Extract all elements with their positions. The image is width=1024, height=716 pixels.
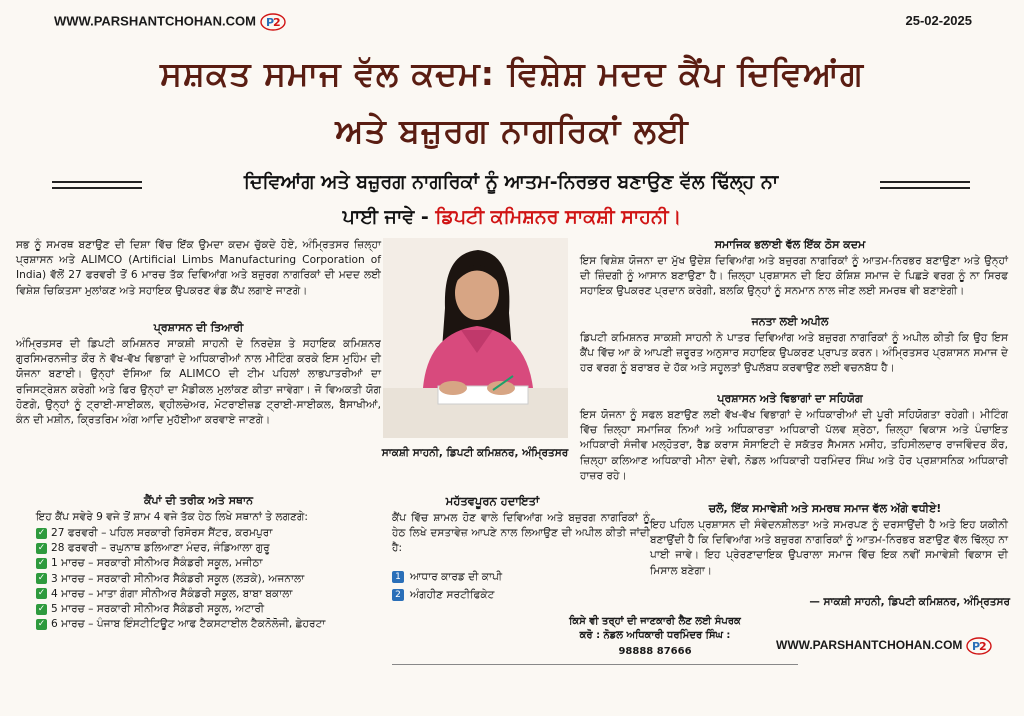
camp-timing-text: ਇਹ ਕੈਂਪ ਸਵੇਰੇ 9 ਵਜੇ ਤੋਂ ਸ਼ਾਮ 4 ਵਜੇ ਤੱਕ ਹੇਠ ਲਿਖੇ ਸਥਾਨਾਂ ਤੇ ਲਗਣਗੇ: xyxy=(36,511,308,523)
list-item xyxy=(392,570,650,585)
subtitle-text: ਪਾਈ ਜਾਵੇ - xyxy=(342,206,436,228)
checkmark-icon: ✓ xyxy=(37,542,46,553)
list-item xyxy=(36,587,396,602)
camp-entry: 28 ਫਰਵਰੀ – ਰਘੁਨਾਥ ਡਲਿਆਣਾ ਮੰਦਰ, ਜੰਡਿਆਲਾ ਗੁਰੂ xyxy=(51,542,270,555)
checkmark-icon: ✓ xyxy=(37,527,46,538)
signature-line: — ਸਾਕਸ਼ੀ ਸਾਹਨੀ, ਡਿਪਟੀ ਕਮਿਸ਼ਨਰ, ਅੰਮ੍ਰਿਤਸਰ xyxy=(809,596,1010,608)
camp-entry: 5 ਮਾਰਚ – ਸਰਕਾਰੀ ਸੀਨੀਅਰ ਸੈਕੰਡਰੀ ਸਕੂਲ, ਅਟਾਰੀ xyxy=(51,603,265,616)
svg-text:2: 2 xyxy=(978,640,987,653)
number-badge-icon: 1 xyxy=(392,571,404,583)
camp-entry: 1 ਮਾਰਚ – ਸਰਕਾਰੀ ਸੀਨੀਅਰ ਸੈਕੰਡਰੀ ਸਕੂਲ, ਮਜੀਠਾ xyxy=(51,557,263,570)
headline-line-1: ਸਸ਼ਕਤ ਸਮਾਜ ਵੱਲ ਕਦਮ: ਵਿਸ਼ੇਸ਼ ਮਦਦ ਕੈਂਪ ਦਿਵਿਆਂਗ xyxy=(159,54,865,93)
documents-list xyxy=(392,570,650,603)
subtitle-line-2 xyxy=(0,206,1024,228)
section-heading-cooperation: ਪ੍ਰਸ਼ਾਸਨ ਅਤੇ ਵਿਭਾਗਾਂ ਦਾ ਸਹਿਯੋਗ xyxy=(717,392,863,405)
social-welfare-paragraph: ਇਸ ਵਿਸ਼ੇਸ਼ ਯੋਜਨਾ ਦਾ ਮੁੱਖ ਉਦੇਸ਼ ਦਿਵਿਆਂਗ ਅਤੇ ਬਜ਼ੁਰਗ ਨਾਗਰਿਕਾਂ ਨੂੰ ਆਤਮ-ਨਿਰਭਰ ਬਣਾਉਣਾ ਅਤੇ ਉਨ੍ਹਾਂ ਦੀ ਜ਼ਿੰਦਗੀ ਨੂੰ ਆਸਾਨ ਬਣਾਉਣਾ ਹੈ। ਜ਼ਿਲ੍ਹਾ ਪ੍ਰਸ਼ਾਸਨ ਦੀ ਇਹ ਕੋਸ਼ਿਸ਼ ਸਮਾਜ ਦੇ ਪਿਛੜੇ ਵਰਗ ਨੂੰ ਨਾ ਸਿਰਫ ਸਹਾਇਕ ਉਪਕਰਣ ਪ੍ਰਦਾਨ ਕਰੇਗੀ, ਬਲਕਿ ਉਨ੍ਹਾਂ ਨੂੰ ਸਨਮਾਨ ਨਾਲ ਜੀਣ ਲਈ ਸਮਰਥ ਵੀ ਬਣਾਏਗੀ। xyxy=(580,255,1008,298)
site-logo-icon xyxy=(260,12,286,32)
svg-text:P: P xyxy=(265,16,274,29)
subtitle-rule-right-2 xyxy=(880,187,970,189)
subtitle-rule-left xyxy=(52,181,142,183)
section-heading-social-welfare: ਸਮਾਜਿਕ ਭਲਾਈ ਵੱਲ ਇੱਕ ਠੋਸ ਕਦਮ xyxy=(714,238,866,251)
contact-phone[interactable]: 98888 87666 xyxy=(618,646,692,657)
intro-paragraph: ਸਭ ਨੂੰ ਸਮਰਥ ਬਣਾਉਣ ਦੀ ਦਿਸ਼ਾ ਵਿੱਚ ਇੱਕ ਉਮਦਾ ਕਦਮ ਚੁੱਕਦੇ ਹੋਏ, ਅੰਮ੍ਰਿਤਸਰ ਜ਼ਿਲ੍ਹਾ ਪ੍ਰਸ਼ਾਸਨ ਅਤੇ ALIMCO (Artificial Limbs Manufacturing Corporation of India) ਵੱਲੋਂ 27 ਫਰਵਰੀ ਤੋਂ 6 ਮਾਰਚ ਤੱਕ ਦਿਵਿਆਂਗ ਅਤੇ ਬਜ਼ੁਰਗ ਨਾਗਰਿਕਾਂ ਦੀ ਮਦਦ ਲਈ ਵਿਸ਼ੇਸ਼ ਚਿਕਿਤਸਾ ਮੁਲਾਂਕਣ ਅਤੇ ਸਹਾਇਕ ਉਪਕਰਣ ਵੰਡ ਕੈਂਪ ਲਗਾਏ ਜਾਣਗੇ। xyxy=(16,239,381,297)
list-item xyxy=(36,602,396,617)
svg-text:P: P xyxy=(971,640,980,653)
checkmark-icon: ✓ xyxy=(37,573,46,584)
contact-block xyxy=(540,615,770,659)
camp-entry: 27 ਫਰਵਰੀ – ਪਹਿਲ ਸਰਕਾਰੀ ਰਿਸੋਰਸ ਸੈਂਟਰ, ਕਰਮਪੁਰਾ xyxy=(51,527,273,539)
subtitle-line-1: ਦਿਵਿਆਂਗ ਅਤੇ ਬਜ਼ੁਰਗ ਨਾਗਰਿਕਾਂ ਨੂੰ ਆਤਮ-ਨਿਰਭਰ ਬਣਾਉਣ ਵੱਲ ਢਿੱਲ੍ਹ ਨਾ xyxy=(243,171,779,193)
instructions-paragraph: ਕੈਂਪ ਵਿੱਚ ਸ਼ਾਮਲ ਹੋਣ ਵਾਲੇ ਦਿਵਿਆਂਗ ਅਤੇ ਬਜ਼ੁਰਗ ਨਾਗਰਿਕਾਂ ਨੂੰ ਹੇਠ ਲਿਖੇ ਦਸਤਾਵੇਜ਼ ਆਪਣੇ ਨਾਲ ਲਿਆਉਣ ਦੀ ਅਪੀਲ ਕੀਤੀ ਜਾਂਦੀ ਹੈ: xyxy=(392,512,650,555)
camp-entry: 4 ਮਾਰਚ – ਮਾਤਾ ਗੰਗਾ ਸੀਨੀਅਰ ਸੈਕੰਡਰੀ ਸਕੂਲ, ਬਾਬਾ ਬਕਾਲਾ xyxy=(51,587,293,600)
portrait-illustration-icon xyxy=(383,238,568,438)
contact-line-2: ਕਰੋ : ਨੋਡਲ ਅਧਿਕਾਰੀ ਧਰਮਿੰਦਰ ਸਿੰਘ : xyxy=(579,630,731,641)
checkmark-icon: ✓ xyxy=(37,618,46,629)
subtitle-attribution: ਡਿਪਟੀ ਕਮਿਸ਼ਨਰ ਸਾਕਸ਼ੀ ਸਾਹਨੀ। xyxy=(435,206,682,228)
cooperation-paragraph: ਇਸ ਯੋਜਨਾ ਨੂੰ ਸਫਲ ਬਣਾਉਣ ਲਈ ਵੱਖ-ਵੱਖ ਵਿਭਾਗਾਂ ਦੇ ਅਧਿਕਾਰੀਆਂ ਦੀ ਪੂਰੀ ਸਹਿਯੋਗਤਾ ਰਹੇਗੀ। ਮੀਟਿੰਗ ਵਿੱਚ ਜ਼ਿਲ੍ਹਾ ਸਮਾਜਿਕ ਨਿਆਂ ਅਤੇ ਅਧਿਕਾਰਤਾ ਅਧਿਕਾਰੀ ਪੱਲਵ ਸ਼੍ਰੇਠਾ, ਜ਼ਿਲ੍ਹਾ ਵਿਕਾਸ ਅਤੇ ਪੰਚਾਇਤ ਅਧਿਕਾਰੀ ਸੰਜੀਵ ਮਲ੍ਹੋਤਰਾ, ਰੈਡ ਕਰਾਸ ਸੋਸਾਇਟੀ ਦੇ ਸਕੱਤਰ ਸੈਮਸਨ ਮਸੀਹ, ਤਹਿਸੀਲਦਾਰ ਰਾਜਵਿੰਦਰ ਕੌਰ, ਜ਼ਿਲ੍ਹਾ ਕਲਿਆਣ ਅਧਿਕਾਰੀ ਮੀਨਾ ਦੇਵੀ, ਨੋਡਲ ਅਧਿਕਾਰੀ ਧਰਮਿੰਦਰ ਸਿੰਘ ਅਤੇ ਹੋਰ ਪ੍ਰਸ਼ਾਸਨਿਕ ਅਧਿਕਾਰੀ ਹਾਜ਼ਰ ਰਹੇ। xyxy=(580,409,1008,482)
site-url-text[interactable]: WWW.PARSHANTCHOHAN.COM xyxy=(776,638,963,653)
subtitle-rule-right xyxy=(880,181,970,183)
headline-line-2: ਅਤੇ ਬਜ਼ੁਰਗ ਨਾਗਰਿਕਾਂ ਲਈ xyxy=(335,111,689,150)
bottom-divider xyxy=(392,664,798,665)
site-url-text[interactable]: WWW.PARSHANTCHOHAN.COM xyxy=(54,13,256,29)
deputy-commissioner-photo xyxy=(383,238,568,438)
number-badge-icon: 2 xyxy=(392,589,404,601)
list-item xyxy=(36,541,396,556)
public-appeal-paragraph: ਡਿਪਟੀ ਕਮਿਸ਼ਨਰ ਸਾਕਸ਼ੀ ਸਾਹਨੀ ਨੇ ਪਾਤਰ ਦਿਵਿਆਂਗ ਅਤੇ ਬਜ਼ੁਰਗ ਨਾਗਰਿਕਾਂ ਨੂੰ ਅਪੀਲ ਕੀਤੀ ਕਿ ਉਹ ਇਸ ਕੈਂਪ ਵਿੱਚ ਆ ਕੇ ਆਪਣੀ ਜ਼ਰੂਰਤ ਅਨੁਸਾਰ ਸਹਾਇਕ ਉਪਕਰਣ ਪ੍ਰਾਪਤ ਕਰਨ। ਅੰਮ੍ਰਿਤਸਰ ਪ੍ਰਸ਼ਾਸਨ ਸਮਾਜ ਦੇ ਹਰ ਵਰਗ ਨੂੰ ਬਰਾਬਰ ਦੇ ਹੱਕ ਅਤੇ ਸਹੂਲਤਾਂ ਉਪਲੱਬਧ ਕਰਵਾਉਣ ਲਈ ਵਚਨਬੱਧ ਹੈ। xyxy=(580,332,1008,375)
camp-list xyxy=(36,526,396,632)
checkmark-icon: ✓ xyxy=(37,603,46,614)
list-item xyxy=(392,588,650,603)
admin-prep-paragraph: ਅੰਮ੍ਰਿਤਸਰ ਦੀ ਡਿਪਟੀ ਕਮਿਸ਼ਨਰ ਸਾਕਸ਼ੀ ਸਾਹਨੀ ਦੇ ਨਿਰਦੇਸ਼ ਤੇ ਸਹਾਇਕ ਕਮਿਸ਼ਨਰ ਗੁਰਸਿਮਰਨਜੀਤ ਕੌਰ ਨੇ ਵੱਖ-ਵੱਖ ਵਿਭਾਗਾਂ ਦੇ ਅਧਿਕਾਰੀਆਂ ਨਾਲ ਮੀਟਿੰਗ ਕਰਕੇ ਇਸ ਮੁਹਿੰਮ ਦੀ ਯੋਜਨਾ ਬਣਾਈ। ਉਨ੍ਹਾਂ ਦੱਸਿਆ ਕਿ ALIMCO ਦੀ ਟੀਮ ਪਹਿਲਾਂ ਲਾਭਪਾਤਰੀਆਂ ਦਾ ਰਜਿਸਟ੍ਰੇਸ਼ਨ ਕਰੇਗੀ ਅਤੇ ਫਿਰ ਉਨ੍ਹਾਂ ਦਾ ਮੈਡੀਕਲ ਮੁਲਾਂਕਣ ਕੀਤਾ ਜਾਵੇਗਾ। ਜੋ ਵਿਅਕਤੀ ਯੋਗ ਹੋਣਗੇ, ਉਨ੍ਹਾਂ ਨੂੰ ਟ੍ਰਾਈ-ਸਾਈਕਲ, ਵ੍ਹੀਲਚੇਅਰ, ਮੋਟਰਾਈਜ਼ਡ ਟ੍ਰਾਈ-ਸਾਈਕਲ, ਬੈਸਾਖੀਆਂ, ਕੰਨ ਦੀ ਮਸ਼ੀਨ, ਕ੍ਰਿਤਰਿਮ ਅੰਗ ਆਦਿ ਮੁਹੱਈਆ ਕਰਵਾਏ ਜਾਣਗੇ। xyxy=(16,338,381,427)
publish-date: 25-02-2025 xyxy=(905,13,972,28)
document-entry: ਅੰਗਹੀਣ ਸਰਟੀਫਿਕੇਟ xyxy=(410,589,495,602)
contact-line-1: ਕਿਸੇ ਵੀ ਤਰ੍ਹਾਂ ਦੀ ਜਾਣਕਾਰੀ ਲੈਣ ਲਈ ਸੰਪਰਕ xyxy=(569,616,741,627)
svg-text:2: 2 xyxy=(272,16,281,29)
site-logo-icon xyxy=(966,636,992,656)
site-url-footer[interactable] xyxy=(776,636,992,656)
list-item xyxy=(36,556,396,571)
photo-caption: ਸਾਕਸ਼ੀ ਸਾਹਨੀ, ਡਿਪਟੀ ਕਮਿਸ਼ਨਰ, ਅੰਮ੍ਰਿਤਸਰ xyxy=(381,447,569,459)
inclusive-society-paragraph: ਇਹ ਪਹਿਲ ਪ੍ਰਸ਼ਾਸਨ ਦੀ ਸੰਵੇਦਨਸ਼ੀਲਤਾ ਅਤੇ ਸਮਰਪਣ ਨੂੰ ਦਰਸਾਉਂਦੀ ਹੈ ਅਤੇ ਇਹ ਯਕੀਨੀ ਬਣਾਉਂਦੀ ਹੈ ਕਿ ਦਿਵਿਆਂਗ ਅਤੇ ਬਜ਼ੁਰਗ ਨਾਗਰਿਕਾਂ ਨੂੰ ਆਤਮ-ਨਿਰਭਰ ਬਣਾਉਣ ਵੱਲ ਢਿੱਲ੍ਹ ਨਾ ਪਾਈ ਜਾਵੇ। ਇਹ ਪ੍ਰੇਰਣਾਦਾਇਕ ਉਪਰਾਲਾ ਸਮਾਜ ਵਿੱਚ ਇਕ ਨਵੀਂ ਸਮਾਵੇਸ਼ੀ ਵਿਕਾਸ ਦੀ ਮਿਸਾਲ ਬਣੇਗਾ। xyxy=(650,519,1008,577)
camp-entry: 3 ਮਾਰਚ – ਸਰਕਾਰੀ ਸੀਨੀਅਰ ਸੈਕੰਡਰੀ ਸਕੂਲ (ਲੜਕੇ), ਅਜਨਾਲਾ xyxy=(51,572,305,585)
document-entry: ਆਧਾਰ ਕਾਰਡ ਦੀ ਕਾਪੀ xyxy=(410,571,503,583)
subtitle-rule-left-2 xyxy=(52,187,142,189)
site-url-header[interactable] xyxy=(54,12,286,32)
list-item xyxy=(36,526,396,541)
section-heading-inclusive-society: ਚਲੋ, ਇੱਕ ਸਮਾਵੇਸ਼ੀ ਅਤੇ ਸਮਰਥ ਸਮਾਜ ਵੱਲ ਅੱਗੇ ਵਧੀਏ! xyxy=(708,502,942,515)
checkmark-icon: ✓ xyxy=(37,557,46,568)
camp-entry: 6 ਮਾਰਚ – ਪੰਜਾਬ ਇੰਸਟੀਟਿਊਟ ਆਫ ਟੈਕਸਟਾਈਲ ਟੈਕਨੋਲੋਜੀ, ਛੇਹਰਟਾ xyxy=(51,618,326,631)
section-heading-camp-dates: ਕੈਂਪਾਂ ਦੀ ਤਰੀਕ ਅਤੇ ਸਥਾਨ xyxy=(143,494,254,507)
section-heading-public-appeal: ਜਨਤਾ ਲਈ ਅਪੀਲ xyxy=(751,315,829,328)
section-heading-instructions: ਮਹੱਤਵਪੂਰਨ ਹਦਾਇਤਾਂ xyxy=(445,494,540,508)
checkmark-icon: ✓ xyxy=(37,588,46,599)
list-item xyxy=(36,617,396,632)
section-heading-admin-prep: ਪ੍ਰਸ਼ਾਸਨ ਦੀ ਤਿਆਰੀ xyxy=(153,321,244,334)
list-item xyxy=(36,572,396,587)
